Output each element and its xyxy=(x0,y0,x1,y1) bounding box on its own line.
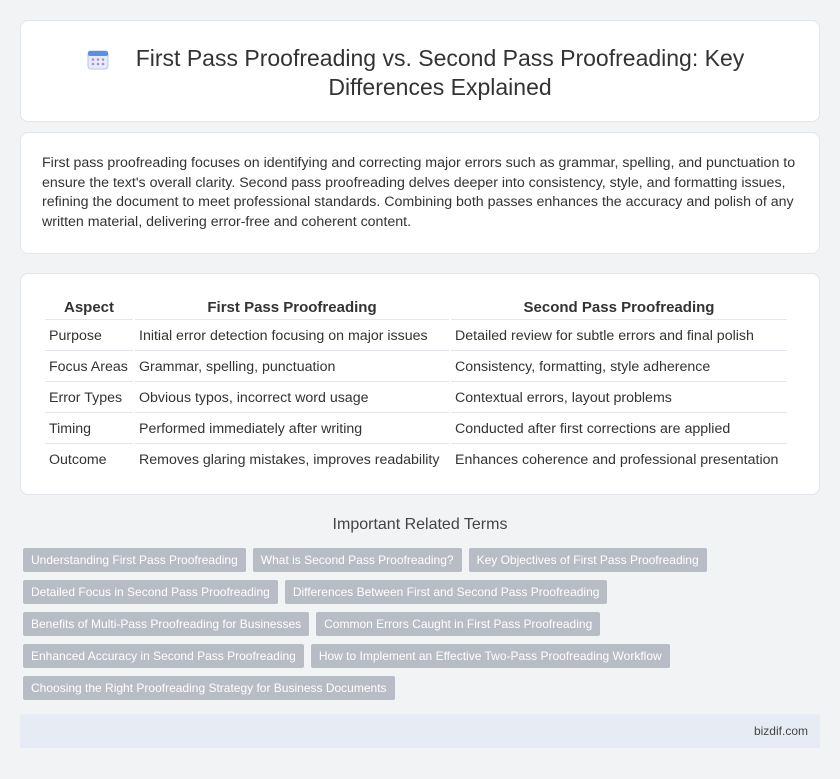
table-cell: Consistency, formatting, style adherence xyxy=(451,353,787,382)
related-tag[interactable]: Common Errors Caught in First Pass Proofreading xyxy=(316,612,600,636)
related-tag[interactable]: Choosing the Right Proofreading Strategy for Business Documents xyxy=(23,676,395,700)
table-cell: Conducted after first corrections are applied xyxy=(451,415,787,444)
footer xyxy=(20,714,820,748)
comparison-table xyxy=(43,294,789,477)
table-row xyxy=(45,384,787,413)
header-card xyxy=(20,20,820,122)
table-cell: Enhances coherence and professional presentation xyxy=(455,452,779,468)
header-second-pass: Second Pass Proofreading xyxy=(451,296,787,320)
table-row xyxy=(45,446,787,475)
page-title: First Pass Proofreading vs. Second Pass Proofreading: Key Differences Explained xyxy=(135,45,745,100)
table-cell: Performed immediately after writing xyxy=(135,415,449,444)
comparison-table-card xyxy=(20,273,820,495)
table-cell: Error Types xyxy=(45,384,133,413)
table-cell: Grammar, spelling, punctuation xyxy=(135,353,449,382)
related-tag[interactable]: Benefits of Multi-Pass Proofreading for Businesses xyxy=(23,612,309,636)
related-tag[interactable]: How to Implement an Effective Two-Pass Proofreading Workflow xyxy=(311,644,670,668)
related-tag[interactable]: Detailed Focus in Second Pass Proofreading xyxy=(23,580,278,604)
table-cell: Outcome xyxy=(49,452,107,468)
table-row xyxy=(45,353,787,382)
related-tags xyxy=(23,548,743,708)
related-tag[interactable]: Enhanced Accuracy in Second Pass Proofreading xyxy=(23,644,304,668)
related-terms-title: Important Related Terms xyxy=(332,516,508,533)
related-tag[interactable]: Key Objectives of First Pass Proofreading xyxy=(469,548,707,572)
table-row xyxy=(45,415,787,444)
footer-site-link[interactable]: bizdif.com xyxy=(753,724,808,738)
table-cell: Focus Areas xyxy=(45,353,133,382)
intro-paragraph: First pass proofreading focuses on identifying and correcting major errors such as grammar, spelling, and punctuation to ensure the text's overall clarity. Second pass proofreading delves deeper into consistency, style, and formatting issues, refining the document to meet professional standards. Combining both passes enhances the accuracy and polish of any written material, delivering error-free and coherent content. xyxy=(42,155,796,230)
table-cell: Removes glaring mistakes, improves readability xyxy=(139,452,440,468)
related-tag[interactable]: Differences Between First and Second Pass Proofreading xyxy=(285,580,608,604)
table-cell: Initial error detection focusing on major issues xyxy=(135,322,449,351)
table-cell: Detailed review for subtle errors and final polish xyxy=(451,322,787,351)
table-row xyxy=(45,322,787,351)
intro-card xyxy=(20,132,820,254)
table-cell: Obvious typos, incorrect word usage xyxy=(135,384,449,413)
header-first-pass: First Pass Proofreading xyxy=(135,296,449,320)
header-aspect: Aspect xyxy=(45,296,133,320)
table-cell: Timing xyxy=(45,415,133,444)
related-tag[interactable]: What is Second Pass Proofreading? xyxy=(253,548,462,572)
table-header-row xyxy=(45,296,787,320)
related-tag[interactable]: Understanding First Pass Proofreading xyxy=(23,548,246,572)
table-cell: Purpose xyxy=(45,322,133,351)
table-cell: Contextual errors, layout problems xyxy=(451,384,787,413)
